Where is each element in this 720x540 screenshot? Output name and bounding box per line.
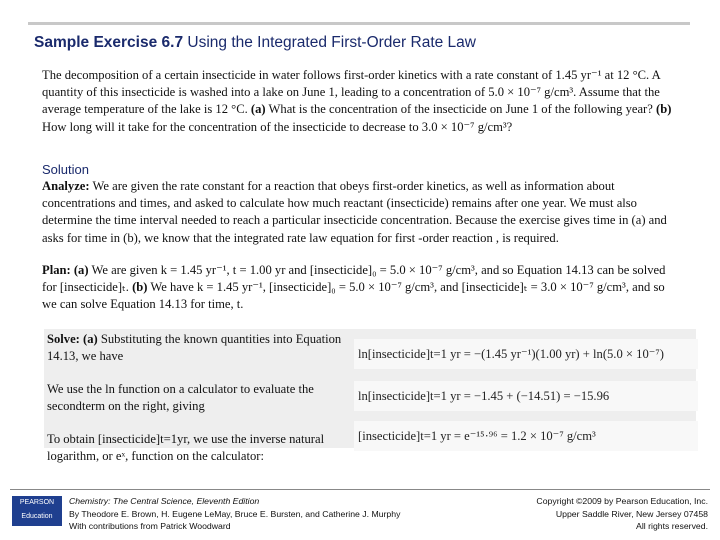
solve-step-2: We use the ln function on a calculator to evaluate the secondterm on the right, giving: [47, 382, 314, 413]
intro-b-label: (b): [656, 102, 672, 117]
analyze-text: We are given the rate constant for a reaction that obeys first-order kinetics, as well as information about concentrations and times, and asked to calculate how much reactant (insecticide) remains after one year. We must also determine the time interval needed to reach a particular insecticide concentration. Because the exercise gives time in (a) and asks for time in (b), we know that the integrated rate law equation for first -order reaction , is required.: [42, 179, 667, 245]
page-title: [34, 34, 476, 52]
intro-b-text: How long will it take for the concentration of the insecticide to decrease to 3.0 × 10⁻⁷ g/cm³?: [42, 119, 513, 134]
title-rest: Using the Integrated First-Order Rate Law: [183, 34, 476, 51]
solve-step-3: To obtain [insecticide]t=1yr, we use the inverse natural logarithm, or eˣ, function on the calculator:: [47, 432, 325, 463]
logo-line-1: PEARSON: [19, 499, 55, 506]
copyright-line-2: Upper Saddle River, New Jersey 07458: [555, 508, 708, 519]
copyright-line-3: All rights reserved.: [636, 521, 708, 531]
solve-text-1: Substituting the known quantities into Equation 14.13, we have: [47, 332, 342, 363]
plan-b-label: (b): [132, 280, 148, 295]
analyze-paragraph: [42, 178, 682, 247]
title-bold: Sample Exercise 6.7: [34, 34, 184, 51]
copyright-line-1: Copyright ©2009 by Pearson Education, Inc.: [536, 496, 708, 506]
intro-a-text: What is the concentration of the insecticide on June 1 of the following year?: [265, 102, 653, 117]
equation-2: ln[insecticide]t=1 yr = −1.45 + (−14.51) = −15.96: [354, 381, 698, 411]
logo-line-2: Education: [21, 513, 53, 520]
solve-step-1: [47, 331, 347, 365]
top-rule: [28, 22, 690, 25]
intro-text: The decomposition of a certain insecticide in water follows first-order kinetics with a rate constant of 1.45 yr⁻¹ at 12 °C. A quantity of this insecticide is washed into a lake on June 1, leading to a concentration of 5.0 × 10⁻⁷ g/cm³. Assume that the average temperature of the lake is 12 °C.: [42, 68, 661, 117]
solve-a-label: (a): [83, 332, 98, 346]
solve-label: Solve:: [47, 332, 80, 346]
plan-paragraph: [42, 262, 682, 314]
footer-book: Chemistry: The Central Science, Eleventh Edition: [69, 496, 260, 506]
equation-3: [insecticide]t=1 yr = e⁻¹⁵·⁹⁶ = 1.2 × 10⁻⁷ g/cm³: [354, 421, 698, 451]
pearson-logo: [12, 496, 62, 526]
plan-text-2: We have k = 1.45 yr⁻¹, [insecticide]₀ = 5.0 × 10⁻⁷ g/cm³, and [insecticide]ₜ = 3.0 × 10⁻⁷ g/cm³, and so we can solve Equation 14.13 for time, t.: [42, 280, 665, 312]
plan-a-label: (a): [73, 263, 89, 277]
footer-contrib: With contributions from Patrick Woodward: [69, 521, 231, 531]
solve-box: [44, 329, 696, 463]
intro-a-label: (a): [250, 102, 266, 117]
footer-copyright: [536, 495, 708, 533]
plan-text-1: We are given k = 1.45 yr⁻¹, t = 1.00 yr and [insecticide]₀ = 5.0 × 10⁻⁷ g/cm³, and so Equation 14.13 can be solved for [insecticide]ₜ.: [42, 263, 666, 295]
intro-paragraph: [42, 67, 682, 136]
equation-1: ln[insecticide]t=1 yr = −(1.45 yr⁻¹)(1.00 yr) + ln(5.0 × 10⁻⁷): [354, 339, 698, 369]
solution-heading: Solution: [42, 162, 89, 177]
bottom-rule: [10, 489, 710, 490]
footer-citation: [69, 495, 400, 533]
plan-label: Plan:: [42, 263, 71, 277]
analyze-label: Analyze:: [42, 179, 90, 193]
footer-authors: By Theodore E. Brown, H. Eugene LeMay, Bruce E. Bursten, and Catherine J. Murphy: [69, 508, 401, 519]
